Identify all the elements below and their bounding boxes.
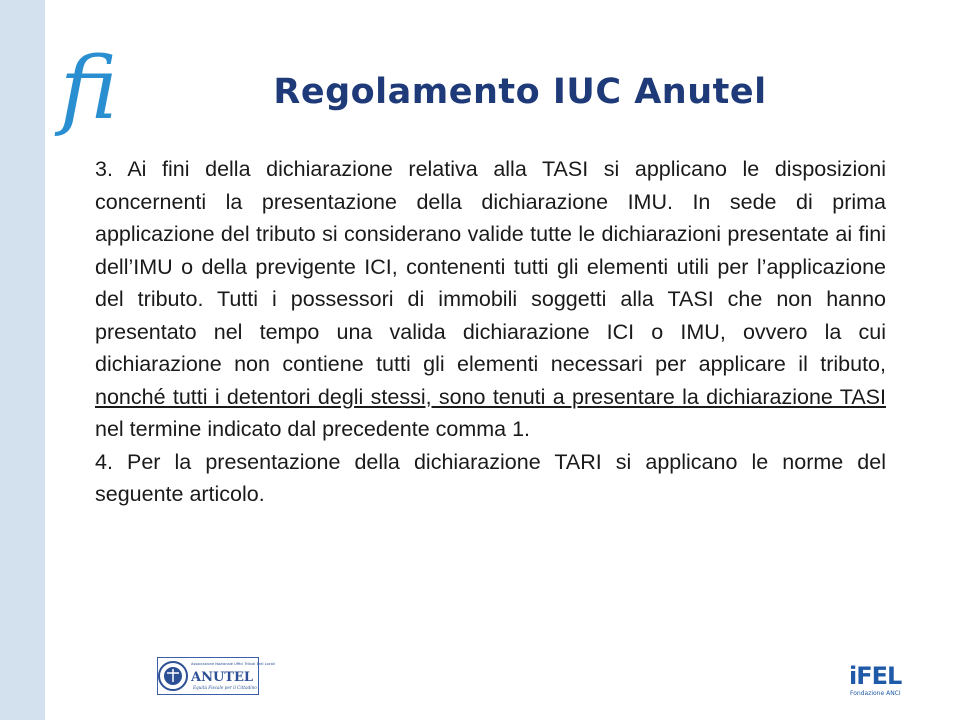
ifel-name: iFEL — [849, 662, 902, 690]
anutel-motto: Equità Fiscale per il Cittadino — [193, 685, 257, 690]
body-text — [95, 153, 886, 511]
fi-logo-icon — [58, 39, 128, 139]
paragraph-4: 4. Per la presentazione della dichiarazione TARI si applicano le norme del seguente articolo. — [95, 449, 886, 506]
paragraph-3-text: 3. Ai fini della dichiarazione relativa alla TASI si applicano le disposizioni concernenti la presentazione della dichiarazione IMU. In sede di prima applicazione del tributo si considerano valide tutte le dichiarazioni presentate ai fini dell’IMU o della previgente ICI, contenenti tutti gli elementi utili per l’applicazione del tributo. Tutti i possessori di immobili soggetti alla TASI che non hanno presentato nel tempo una valida dichiarazione ICI o IMU, ovvero la cui dichiarazione non contiene tutti gli elementi necessari per applicare il tributo, — [95, 157, 886, 376]
paragraph-3 — [95, 153, 886, 446]
slide-title: Regolamento IUC Anutel — [273, 72, 767, 112]
ifel-caption: Fondazione ANCI — [850, 690, 901, 697]
ifel-logo-icon — [848, 654, 902, 700]
fi-logo-text: fi — [60, 39, 118, 139]
paragraph-3-underlined: nonché tutti i detentori degli stessi, sono tenuti a presentare la dichiarazione TASI — [95, 384, 886, 409]
anutel-caption: Associazione Nazionale Uffici Tributi Enti Locali — [191, 662, 275, 666]
paragraph-3-end: nel termine indicato dal precedente comma 1. — [95, 417, 531, 441]
anutel-logo-icon — [157, 657, 275, 695]
anutel-name: ANUTEL — [191, 670, 254, 685]
side-band — [0, 0, 45, 720]
